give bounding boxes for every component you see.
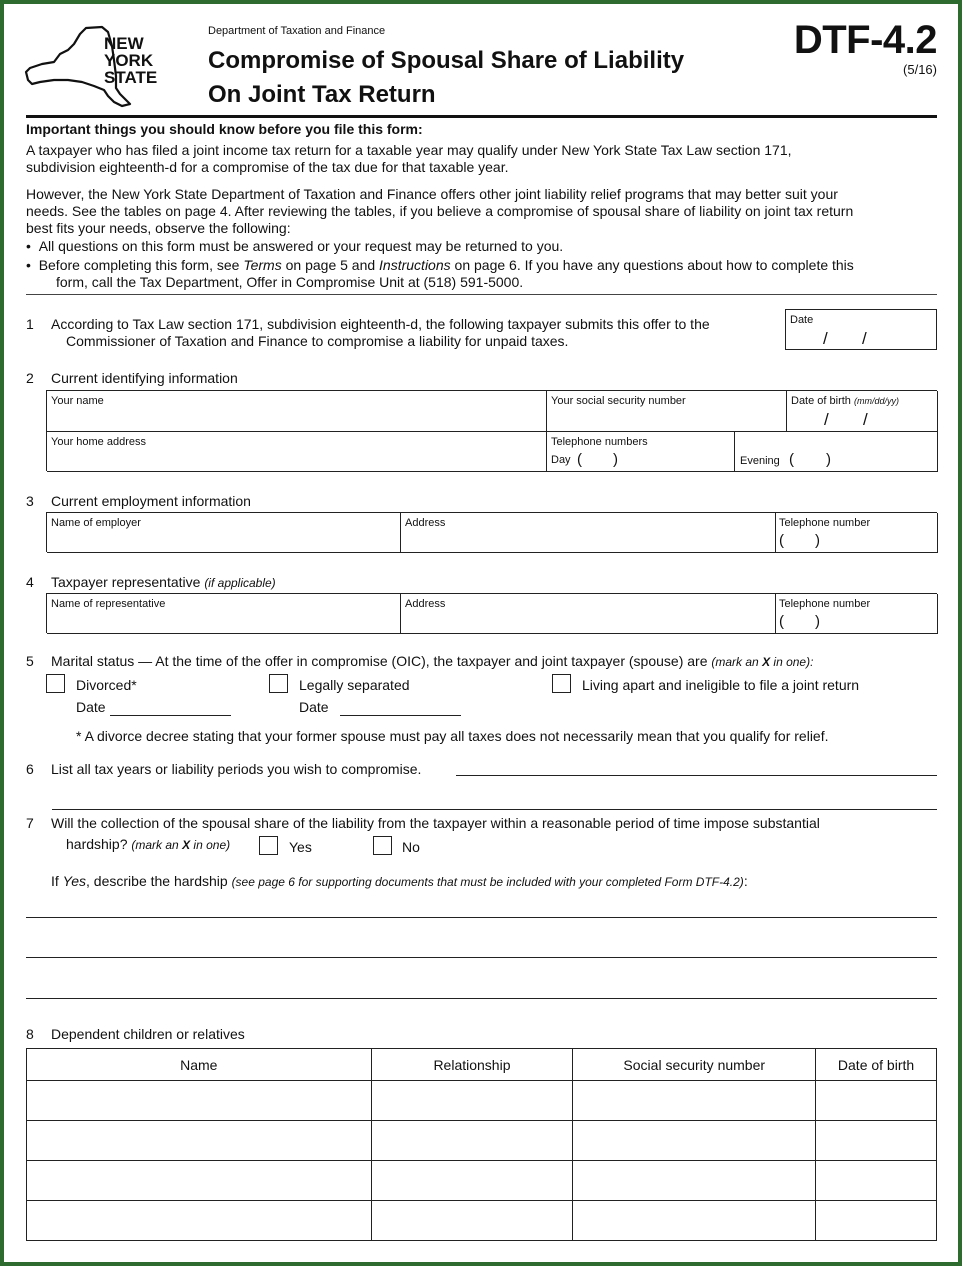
- dependent-relationship-cell[interactable]: [371, 1081, 573, 1121]
- table-row: [27, 1161, 937, 1201]
- representative-field[interactable]: [47, 594, 401, 634]
- intro-paragraph-1: [26, 142, 792, 176]
- q7-note-post: in one): [190, 838, 231, 852]
- q1-line1: According to Tax Law section 171, subdivision eighteenth-d, the following taxpayer submits this offer to the: [51, 316, 710, 332]
- col-name: Name: [27, 1049, 372, 1081]
- intro-heading: Important things you should know before you file this form:: [26, 121, 423, 137]
- q1-line2: Commissioner of Taxation and Finance to compromise a liability for unpaid taxes.: [66, 333, 569, 349]
- instructions-ref: Instructions: [379, 257, 451, 273]
- home-address-field[interactable]: [47, 432, 547, 472]
- representative-phone-field[interactable]: [776, 594, 938, 634]
- dependent-ssn-cell[interactable]: [573, 1161, 816, 1201]
- representative-phone-label: Telephone number: [779, 598, 871, 610]
- page-title: [208, 44, 684, 112]
- dependent-dob-cell[interactable]: [816, 1081, 937, 1121]
- dependent-name-cell[interactable]: [27, 1121, 372, 1161]
- logo-text-state: STATE: [104, 68, 158, 87]
- q4-title-text: Taxpayer representative: [51, 574, 201, 590]
- legally-separated-checkbox[interactable]: [269, 674, 288, 693]
- dependent-ssn-cell[interactable]: [573, 1081, 816, 1121]
- paren-open: (: [779, 613, 784, 630]
- q2-title: Current identifying information: [51, 370, 238, 386]
- q5-number: 5: [26, 653, 34, 669]
- ssn-field[interactable]: [547, 391, 787, 432]
- q4-title: [51, 574, 276, 592]
- intro-p2-line2: needs. See the tables on page 4. After reviewing the tables, if you believe a compromise of spousal share of liability on joint tax return: [26, 203, 854, 219]
- q1-text: [51, 316, 710, 350]
- dob-field[interactable]: [787, 391, 938, 432]
- col-dob: Date of birth: [816, 1049, 937, 1081]
- date-slash: /: [863, 410, 868, 429]
- intro-p1-line1: A taxpayer who has filed a joint income tax return for a taxable year may qualify under New York State Tax Law section 171,: [26, 142, 792, 158]
- dependents-table: [26, 1048, 937, 1241]
- living-apart-label: Living apart and ineligible to file a joint return: [582, 677, 860, 693]
- bullet-1-text: All questions on this form must be answered or your request may be returned to you.: [38, 238, 564, 254]
- new-york-state-logo: [24, 24, 169, 110]
- dependent-name-cell[interactable]: [27, 1081, 372, 1121]
- if-note: (see page 6 for supporting documents that must be included with your completed Form DTF-4.2): [231, 875, 744, 889]
- q5-note-x: X: [762, 655, 771, 669]
- q8-number: 8: [26, 1026, 34, 1042]
- table-row: [27, 1201, 937, 1241]
- q5-note-pre: (mark an: [711, 655, 763, 669]
- q5-note-post: in one):: [770, 655, 814, 669]
- dependent-name-cell[interactable]: [27, 1201, 372, 1241]
- tax-years-field-1[interactable]: [456, 775, 937, 776]
- hardship-no-checkbox[interactable]: [373, 836, 392, 855]
- representative-address-field[interactable]: [401, 594, 776, 634]
- intro-rule: [26, 294, 937, 295]
- q6-text: List all tax years or liability periods you wish to compromise.: [51, 761, 422, 777]
- table-row: [27, 1081, 937, 1121]
- title-line-1: Compromise of Spousal Share of Liability: [208, 47, 685, 74]
- table-row: [27, 1121, 937, 1161]
- q3-grid: [46, 512, 937, 552]
- legally-separated-label: Legally separated: [299, 677, 410, 693]
- paren-close: ): [815, 613, 820, 630]
- intro-p2-line3: best fits your needs, observe the following:: [26, 220, 291, 236]
- representative-address-label: Address: [405, 598, 446, 610]
- your-name-field[interactable]: [47, 391, 547, 432]
- bullet-2-mid2: on page 6. If you have any questions about how to complete this: [450, 257, 854, 273]
- tax-years-field-2[interactable]: [52, 809, 937, 810]
- dob-label: [791, 395, 899, 407]
- q1-number: 1: [26, 316, 34, 332]
- terms-ref: Terms: [243, 257, 282, 273]
- paren-open: (: [779, 532, 784, 549]
- col-ssn: Social security number: [573, 1049, 816, 1081]
- q7-note-pre: (mark an: [131, 838, 183, 852]
- form-number: DTF-4.2: [793, 18, 937, 62]
- evening-label: Evening: [740, 455, 780, 467]
- q6-number: 6: [26, 761, 34, 777]
- bullet-2-line2: form, call the Tax Department, Offer in Compromise Unit at (518) 591-5000.: [56, 274, 524, 290]
- logo-text-york: YORK: [104, 51, 154, 70]
- paren-close: ): [826, 451, 831, 468]
- employer-address-label: Address: [405, 517, 446, 529]
- form-revision: (5/16): [903, 62, 937, 77]
- employer-field[interactable]: [47, 513, 401, 553]
- q3-number: 3: [26, 493, 34, 509]
- separated-date-label: Date: [299, 699, 329, 715]
- representative-label: Name of representative: [51, 598, 166, 610]
- home-address-label: Your home address: [51, 436, 146, 448]
- q3-title: Current employment information: [51, 493, 251, 509]
- employer-label: Name of employer: [51, 517, 141, 529]
- dependent-relationship-cell[interactable]: [371, 1121, 573, 1161]
- paren-open: (: [577, 451, 582, 468]
- q5-footnote: * A divorce decree stating that your former spouse must pay all taxes does not necessarily mean that you qualify for relief.: [76, 728, 829, 744]
- dependent-dob-cell[interactable]: [816, 1161, 937, 1201]
- dependent-ssn-cell[interactable]: [573, 1201, 816, 1241]
- date-slash: /: [824, 410, 829, 429]
- divorced-label: Divorced*: [76, 677, 137, 693]
- bullet-2-mid1: on page 5 and: [281, 257, 380, 273]
- separated-date-field[interactable]: [340, 715, 461, 716]
- employer-address-field[interactable]: [401, 513, 776, 553]
- dependents-header-row: [27, 1049, 937, 1081]
- living-apart-checkbox[interactable]: [552, 674, 571, 693]
- q1-date-field[interactable]: [785, 309, 937, 350]
- dob-format: (mm/dd/yy): [853, 396, 899, 406]
- date-slash: /: [823, 329, 828, 348]
- divorced-date-field[interactable]: [110, 715, 231, 716]
- q7-number: 7: [26, 815, 34, 831]
- phones-label: Telephone numbers: [551, 436, 648, 448]
- divorced-checkbox[interactable]: [46, 674, 65, 693]
- q7-line2: [66, 836, 230, 854]
- col-relationship: Relationship: [371, 1049, 573, 1081]
- paren-close: ): [613, 451, 618, 468]
- intro-bullet-2: [26, 257, 854, 291]
- q7-line1: Will the collection of the spousal share of the liability from the taxpayer within a reasonable period of time impose substantial: [51, 815, 820, 831]
- q7-hardship: hardship?: [66, 836, 128, 852]
- divorced-date-label: Date: [76, 699, 106, 715]
- q4-title-note: (if applicable): [204, 576, 276, 590]
- bullet-marker: •: [26, 238, 31, 254]
- hardship-no-label: No: [402, 839, 420, 855]
- intro-paragraph-2: [26, 186, 853, 237]
- intro-bullet-1: [26, 238, 563, 255]
- header-rule: [26, 115, 937, 118]
- hardship-line-3[interactable]: [26, 998, 937, 999]
- dob-text: Date of birth: [791, 395, 851, 407]
- q8-title: Dependent children or relatives: [51, 1026, 245, 1042]
- if-yes: Yes: [62, 873, 87, 889]
- employer-phone-label: Telephone number: [779, 517, 871, 529]
- department-name: Department of Taxation and Finance: [208, 25, 386, 37]
- q7-note-x: X: [182, 838, 191, 852]
- dependent-relationship-cell[interactable]: [371, 1201, 573, 1241]
- dependent-dob-cell[interactable]: [816, 1121, 937, 1161]
- dependent-dob-cell[interactable]: [816, 1201, 937, 1241]
- hardship-yes-label: Yes: [289, 839, 312, 855]
- hardship-line-2[interactable]: [26, 957, 937, 958]
- q2-grid: [46, 390, 937, 471]
- if-colon: :: [743, 873, 748, 889]
- if-pre: If: [51, 873, 63, 889]
- dependent-ssn-cell[interactable]: [573, 1121, 816, 1161]
- q1-date-label: Date: [790, 314, 814, 326]
- employer-phone-field[interactable]: [776, 513, 938, 553]
- dependent-relationship-cell[interactable]: [371, 1161, 573, 1201]
- logo-text-new: NEW: [104, 34, 144, 53]
- hardship-line-1[interactable]: [26, 917, 937, 918]
- evening-phone-field[interactable]: [735, 432, 938, 472]
- ssn-label: Your social security number: [551, 395, 686, 407]
- form-page: [4, 4, 958, 1262]
- q2-number: 2: [26, 370, 34, 386]
- date-slash: /: [862, 329, 867, 348]
- q4-number: 4: [26, 574, 34, 590]
- day-phone-field[interactable]: [547, 432, 735, 472]
- title-line-2: On Joint Tax Return: [208, 81, 436, 108]
- paren-close: ): [815, 532, 820, 549]
- intro-p2-line1: However, the New York State Department of Taxation and Finance offers other joint liability relief programs that may better suit your: [26, 186, 838, 202]
- day-label: Day: [551, 454, 571, 466]
- q4-grid: [46, 593, 937, 633]
- bullet-2-pre: Before completing this form, see: [38, 257, 244, 273]
- q5-question: Marital status — At the time of the offer in compromise (OIC), the taxpayer and joint taxpayer (spouse) are: [51, 653, 708, 669]
- intro-p1-line2: subdivision eighteenth-d for a compromise of the tax due for that taxable year.: [26, 159, 509, 175]
- q5-text: [51, 653, 813, 671]
- dependent-name-cell[interactable]: [27, 1161, 372, 1201]
- paren-open: (: [789, 451, 794, 468]
- if-post: , describe the hardship: [86, 873, 232, 889]
- hardship-yes-checkbox[interactable]: [259, 836, 278, 855]
- your-name-label: Your name: [51, 395, 104, 407]
- bullet-marker: •: [26, 257, 31, 273]
- hardship-describe: [51, 873, 748, 891]
